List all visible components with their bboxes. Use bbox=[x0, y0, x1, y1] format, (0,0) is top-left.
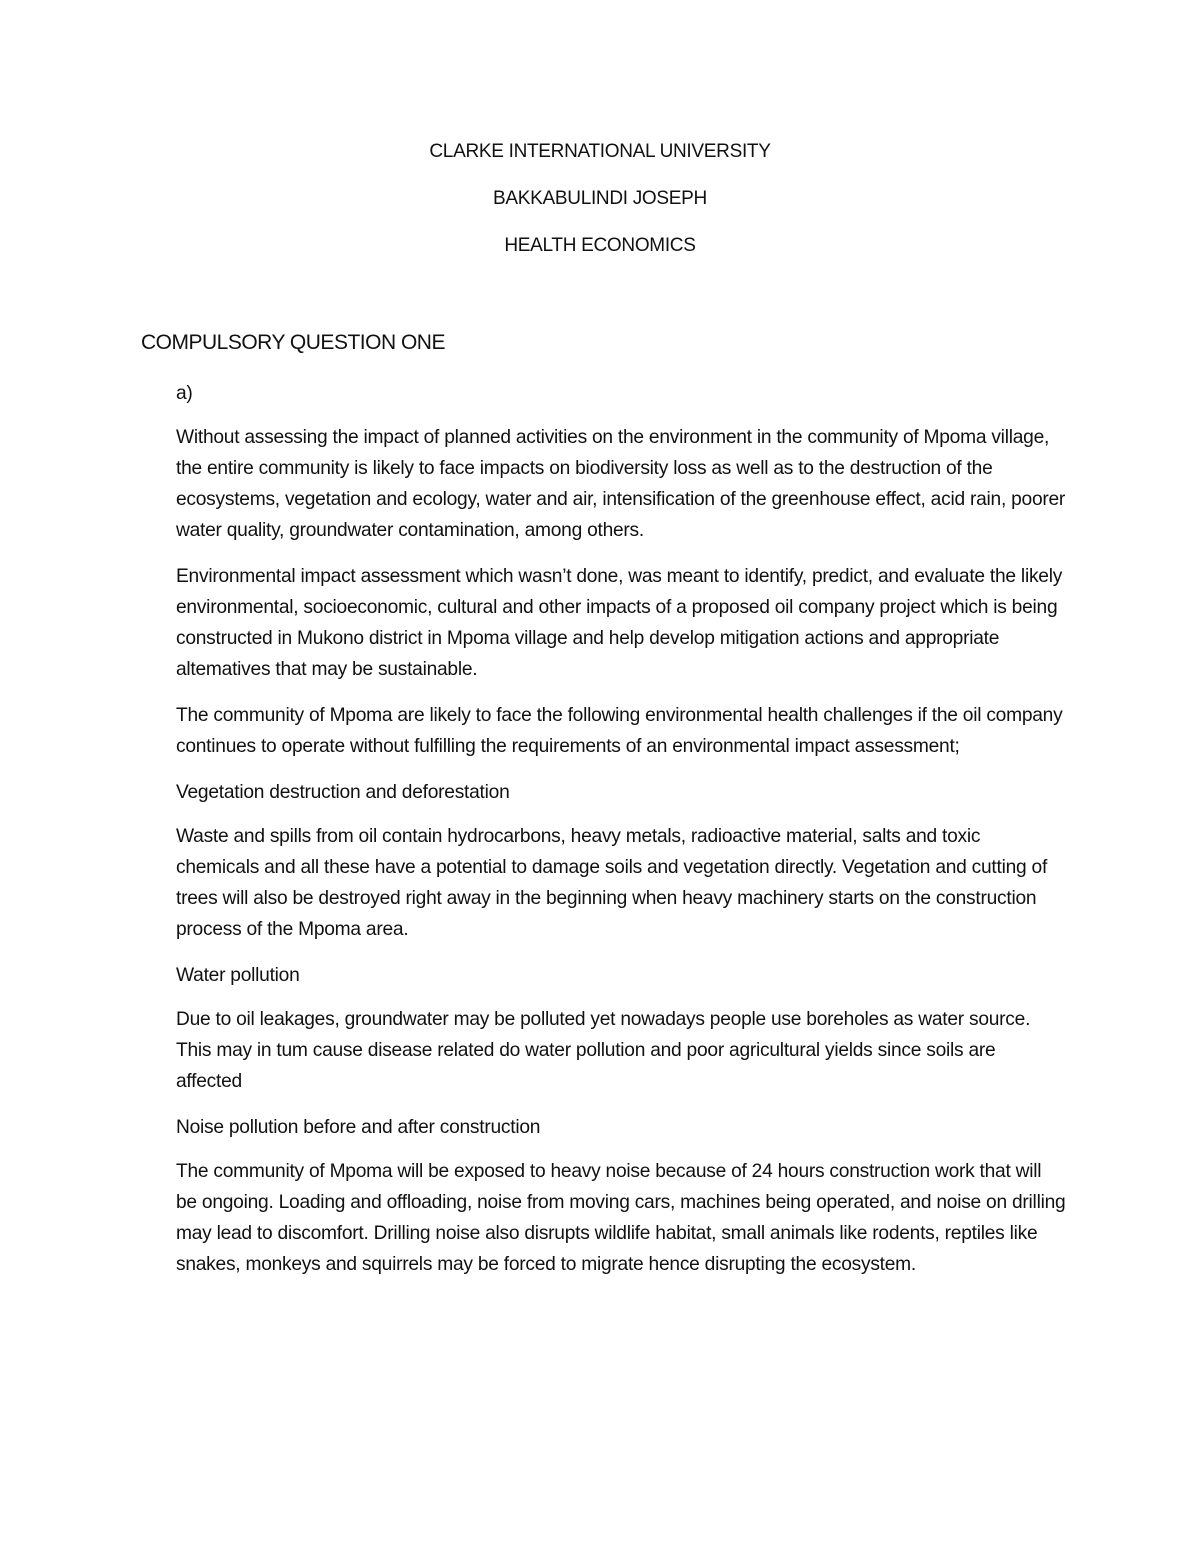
course-title: HEALTH ECONOMICS bbox=[504, 235, 696, 256]
paragraph-vegetation: Waste and spills from oil contain hydrocarbons, heavy metals, radioactive material, salts and toxic chemicals and all these have a potential to damage soils and vegetation directly. Vegetation and cutting of trees will also be destroyed right away in the beginning when heavy machinery starts on the construction process of the Mpoma area. bbox=[176, 826, 1048, 940]
paragraph-noise: The community of Mpoma will be exposed to heavy noise because of 24 hours construction work that will be ongoing. Loading and offloading, noise from moving cars, machines being operated, and noise on drilling may lead to discomfort. Drilling noise also disrupts wildlife habitat, small animals like rodents, reptiles like snakes, monkeys and squirrels may be forced to migrate hence disrupting the ecosystem. bbox=[176, 1161, 1066, 1275]
paragraph-challenges: The community of Mpoma are likely to face the following environmental health challenges if the oil company continues to operate without fulfilling the requirements of an environmental impact assessment; bbox=[176, 705, 1063, 757]
author-name: BAKKABULINDI JOSEPH bbox=[493, 188, 707, 209]
paragraph-water: Due to oil leakages, groundwater may be polluted yet nowadays people use boreholes as water source. This may in tum cause disease related do water pollution and poor agricultural yields since soils are affected bbox=[176, 1009, 1031, 1092]
university-name: CLARKE INTERNATIONAL UNIVERSITY bbox=[429, 141, 771, 162]
section-heading: COMPULSORY QUESTION ONE bbox=[141, 331, 445, 354]
document-body bbox=[176, 378, 1066, 1295]
paragraph-eia: Environmental impact assessment which wasn’t done, was meant to identify, predict, and evaluate the likely environmental, socioeconomic, cultural and other impacts of a proposed oil company project which is being constructed in Mukono district in Mpoma village and help develop mitigation actions and appropriate altematives that may be sustainable. bbox=[176, 566, 1063, 680]
subheading-noise: Noise pollution before and after construction bbox=[176, 1117, 541, 1138]
document-header bbox=[0, 140, 1200, 281]
subheading-water: Water pollution bbox=[176, 965, 300, 986]
paragraph-intro: Without assessing the impact of planned activities on the environment in the community of Mpoma village, the entire community is likely to face impacts on biodiversity loss as well as to the destruction of the ecosystems, vegetation and ecology, water and air, intensification of the greenhouse effect, acid rain, poorer water quality, groundwater contamination, among others. bbox=[176, 427, 1066, 541]
subheading-vegetation: Vegetation destruction and deforestation bbox=[176, 782, 510, 803]
item-label: a) bbox=[176, 383, 193, 404]
